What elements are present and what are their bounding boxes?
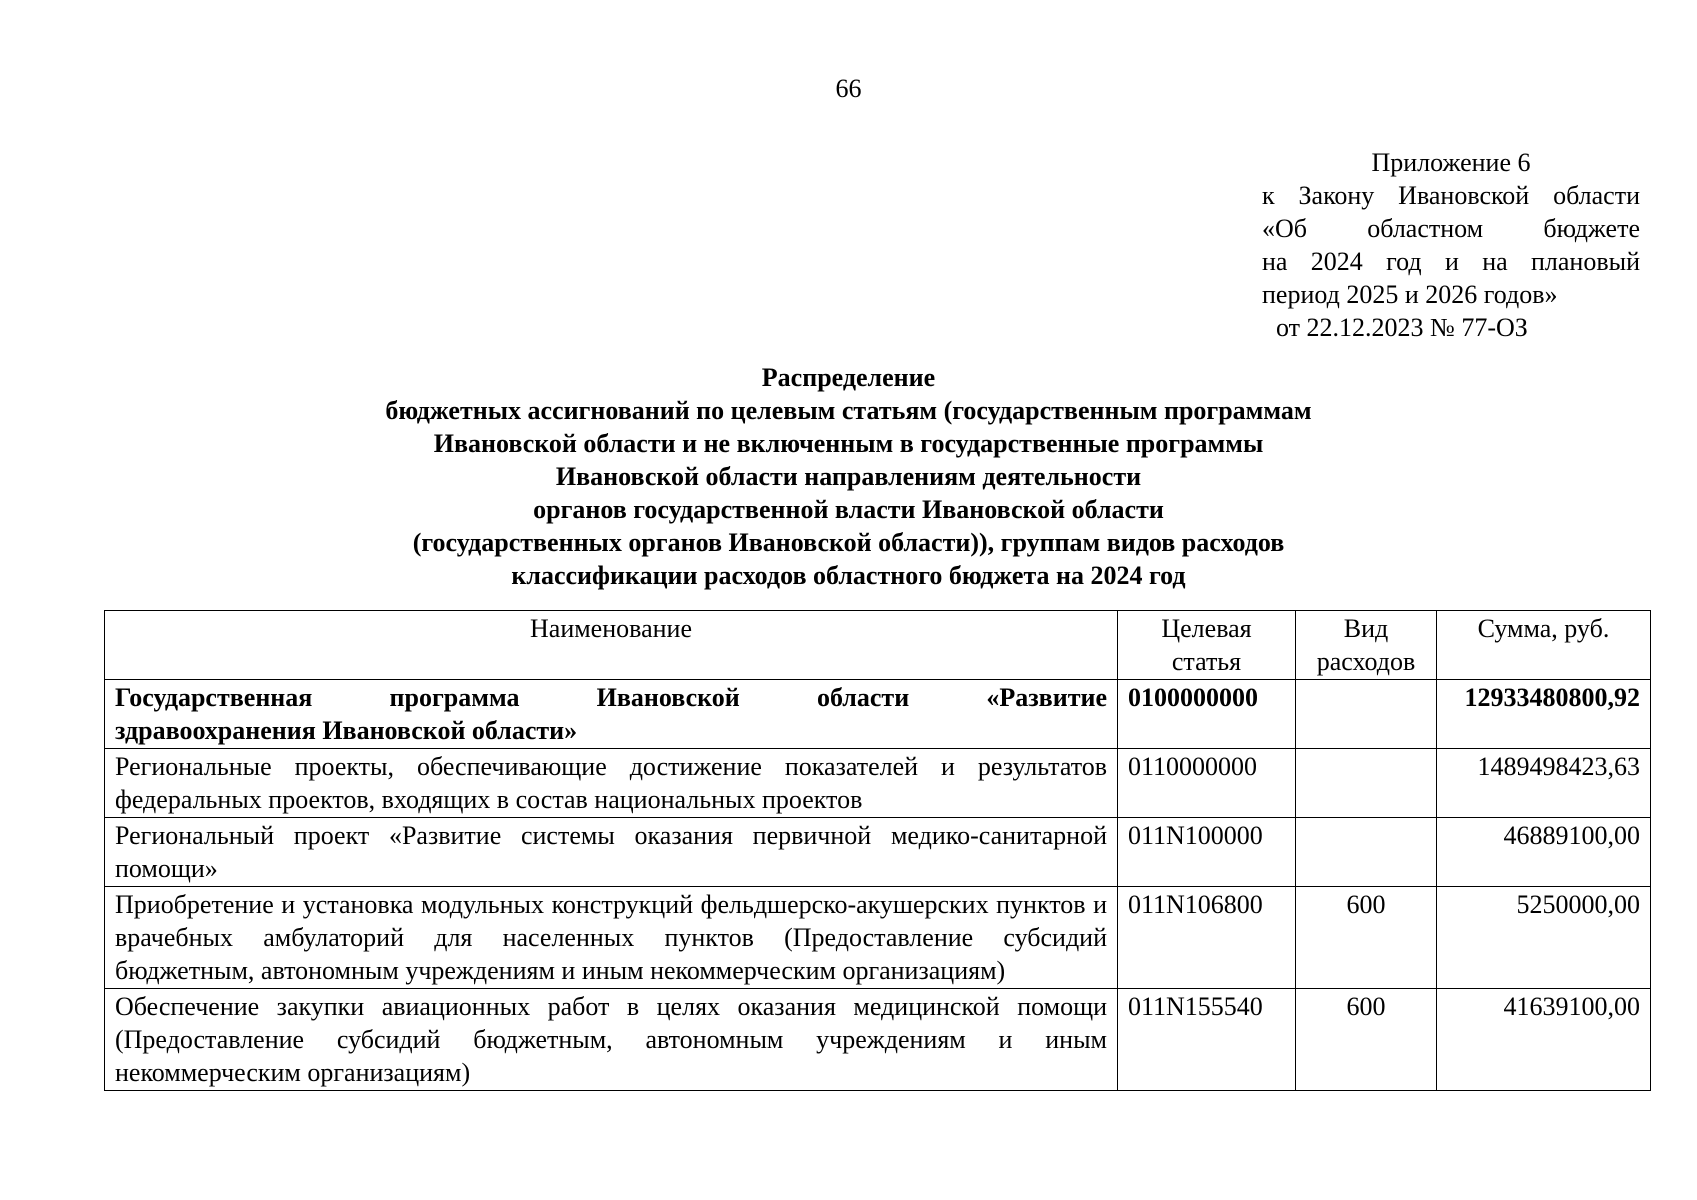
appendix-line-1: Приложение 6	[1371, 148, 1531, 177]
page-number: 66	[835, 74, 862, 103]
row-expense-kind: 600	[1296, 989, 1437, 1091]
row-sum: 41639100,00	[1437, 989, 1651, 1091]
appendix-line-5: период 2025 и 2026 годов»	[1262, 280, 1558, 309]
document-title	[0, 361, 1697, 592]
budget-table	[104, 610, 1651, 1091]
header-kind-line-1: Вид	[1343, 614, 1389, 643]
row-expense-kind	[1296, 749, 1437, 818]
row-name: Обеспечение закупки авиационных работ в целях оказания медицинской помощи (Предоставление субсидий бюджетным, автономным учреждениям и иным некоммерческим организациям)	[105, 989, 1118, 1091]
table-row	[105, 887, 1651, 989]
row-target-article: 011N100000	[1118, 818, 1296, 887]
row-expense-kind	[1296, 680, 1437, 749]
title-line-5: органов государственной власти Ивановской области	[533, 495, 1164, 524]
row-name: Региональные проекты, обеспечивающие достижение показателей и результатов федеральных проектов, входящих в состав национальных проектов	[105, 749, 1118, 818]
row-sum: 5250000,00	[1437, 887, 1651, 989]
header-target-article	[1118, 611, 1296, 680]
table-row	[105, 680, 1651, 749]
row-sum: 46889100,00	[1437, 818, 1651, 887]
row-sum: 12933480800,92	[1437, 680, 1651, 749]
row-sum: 1489498423,63	[1437, 749, 1651, 818]
appendix-block	[1262, 146, 1640, 344]
row-target-article: 0110000000	[1118, 749, 1296, 818]
header-kind-line-2: расходов	[1316, 647, 1416, 676]
header-name: Наименование	[105, 611, 1118, 680]
row-target-article: 011N155540	[1118, 989, 1296, 1091]
row-name: Приобретение и установка модульных конструкций фельдшерско-акушерских пунктов и врачебных амбулаторий для населенных пунктов (Предоставление субсидий бюджетным, автономным учреждениям и иным некоммерческим организациям)	[105, 887, 1118, 989]
header-target-line-1: Целевая	[1161, 614, 1252, 643]
row-target-article: 0100000000	[1118, 680, 1296, 749]
table-header-row	[105, 611, 1651, 680]
title-line-7: классификации расходов областного бюджета на 2024 год	[511, 561, 1186, 590]
title-line-2: бюджетных ассигнований по целевым статьям (государственным программам	[385, 396, 1312, 425]
row-name	[105, 680, 1118, 749]
appendix-line-2: к Закону Ивановской области	[1262, 181, 1640, 210]
row-expense-kind	[1296, 818, 1437, 887]
table-row	[105, 989, 1651, 1091]
table-row	[105, 749, 1651, 818]
appendix-line-4: на 2024 год и на плановый	[1262, 247, 1640, 276]
title-line-4: Ивановской области направлениям деятельности	[555, 462, 1142, 491]
title-line-3: Ивановской области и не включенным в государственные программы	[433, 429, 1264, 458]
title-line-1: Распределение	[761, 363, 936, 392]
header-target-line-2: статья	[1171, 647, 1242, 676]
row-name-line-2: здравоохранения Ивановской области»	[115, 716, 578, 745]
appendix-line-6: от 22.12.2023 № 77-ОЗ	[1276, 313, 1528, 342]
row-expense-kind: 600	[1296, 887, 1437, 989]
title-line-6: (государственных органов Ивановской области)), группам видов расходов	[412, 528, 1285, 557]
row-name-line-1: Государственная программа Ивановской области «Развитие	[115, 683, 1107, 712]
appendix-line-3: «Об областном бюджете	[1262, 214, 1640, 243]
header-expense-kind	[1296, 611, 1437, 680]
row-name: Региональный проект «Развитие системы оказания первичной медико-санитарной помощи»	[105, 818, 1118, 887]
table-row	[105, 818, 1651, 887]
row-target-article: 011N106800	[1118, 887, 1296, 989]
header-sum: Сумма, руб.	[1437, 611, 1651, 680]
